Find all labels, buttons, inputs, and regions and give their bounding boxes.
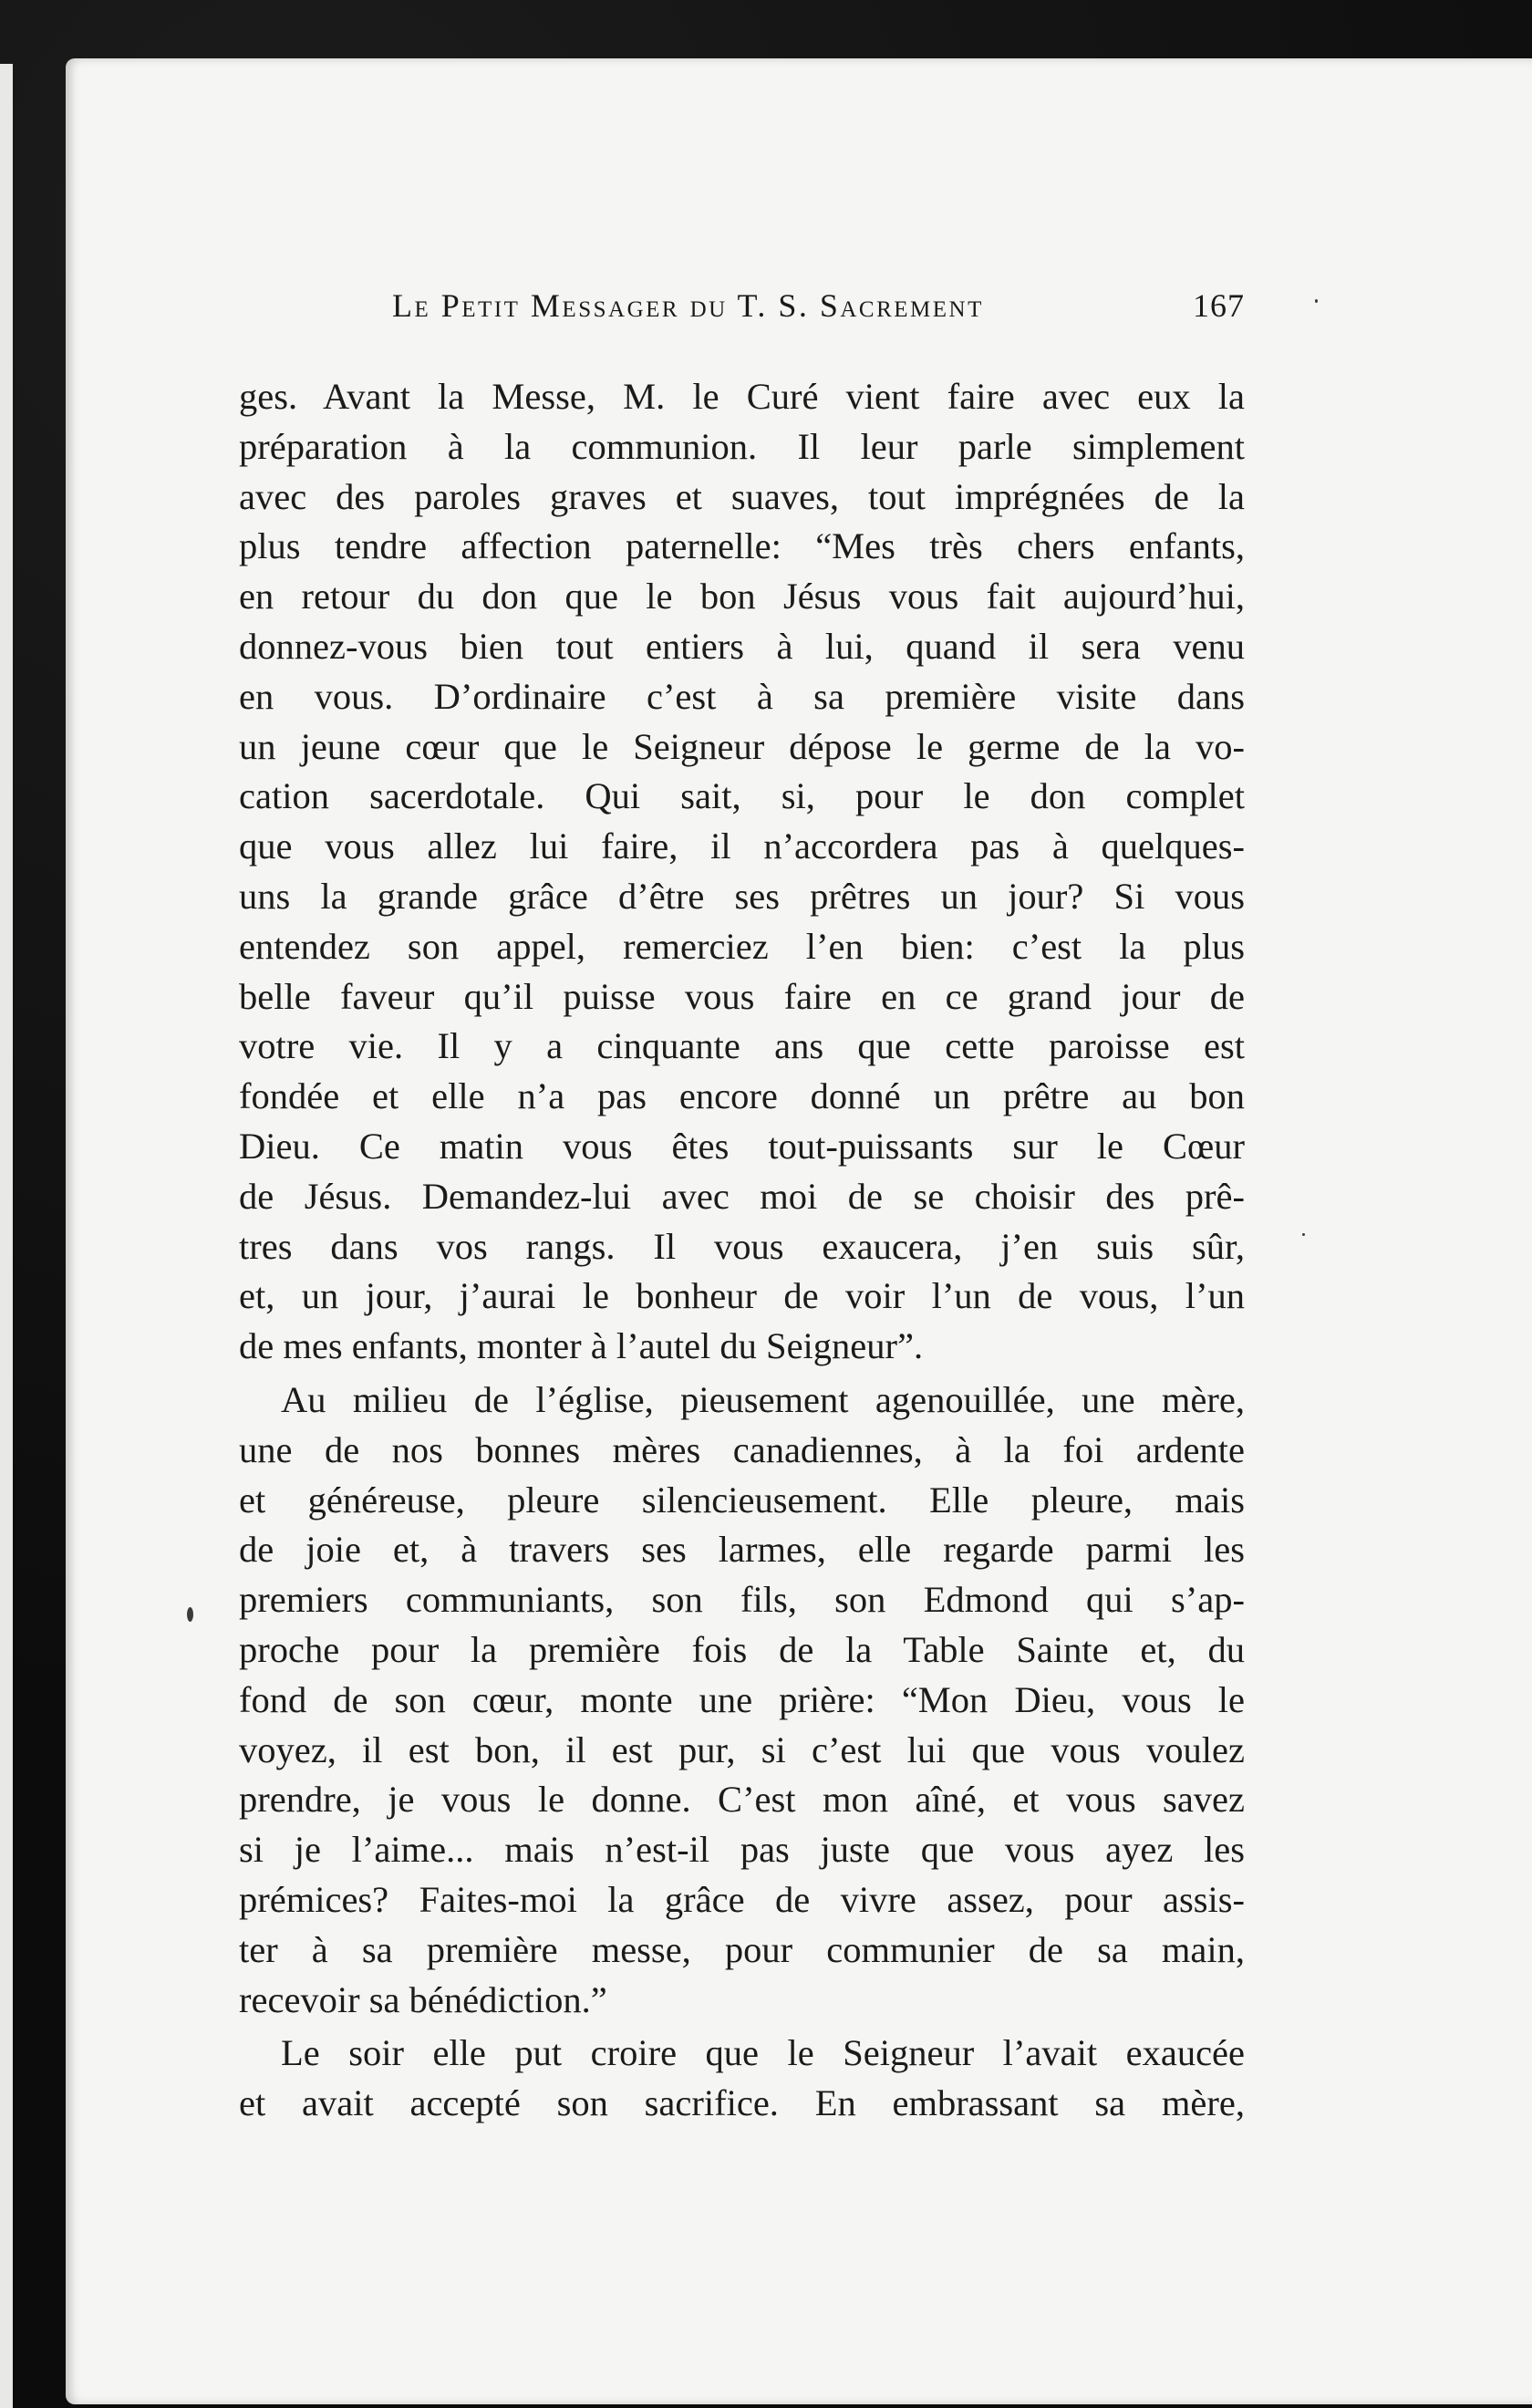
text-line: en retour du don que le bon Jésus vous fait aujourd’hui,	[239, 576, 1245, 618]
text-line: avec des paroles graves et suaves, tout imprégnées de la	[239, 475, 1245, 517]
text-line: donnez-vous bien tout entiers à lui, quand il sera venu	[239, 625, 1245, 667]
text-line: de joie et, à travers ses larmes, elle regarde parmi les	[239, 1529, 1245, 1571]
text-line: prémices? Faites-moi la grâce de vivre assez, pour assis-	[239, 1878, 1245, 1920]
text-line: de mes enfants, monter à l’autel du Seigneur”.	[239, 1325, 924, 1367]
text-line: recevoir sa bénédiction.”	[239, 1978, 607, 2020]
text-line: fond de son cœur, monte une prière: “Mon Dieu, vous le	[239, 1678, 1245, 1720]
paragraph	[239, 2029, 1245, 2129]
text-line: proche pour la première fois de la Table Sainte et, du	[239, 1628, 1245, 1670]
text-line: une de nos bonnes mères canadiennes, à la foi ardente	[239, 1428, 1245, 1470]
text-line: Dieu. Ce matin vous êtes tout-puissants sur le Cœur	[239, 1125, 1245, 1167]
text-line: tres dans vos rangs. Il vous exaucera, j’en suis sûr,	[239, 1225, 1245, 1267]
text-line: un jeune cœur que le Seigneur dépose le germe de la vo-	[239, 725, 1245, 767]
text-line: préparation à la communion. Il leur parle simplement	[239, 425, 1245, 467]
facing-page-edge	[0, 64, 13, 2408]
text-line: plus tendre affection paternelle: “Mes très chers enfants,	[239, 525, 1245, 567]
running-head	[392, 286, 1245, 341]
text-line: et, un jour, j’aurai le bonheur de voir l’un de vous, l’un	[239, 1275, 1245, 1317]
text-line: belle faveur qu’il puisse vous faire en ce grand jour de	[239, 975, 1245, 1017]
text-line: Au milieu de l’église, pieusement agenouillée, une mère,	[281, 1378, 1245, 1420]
text-line: uns la grande grâce d’être ses prêtres un jour? Si vous	[239, 875, 1245, 917]
text-line: que vous allez lui faire, il n’accordera pas à quelques-	[239, 825, 1245, 867]
text-line: ter à sa première messe, pour communier de sa main,	[239, 1928, 1245, 1970]
paragraph	[239, 372, 1245, 1372]
text-line: fondée et elle n’a pas encore donné un prêtre au bon	[239, 1075, 1245, 1117]
text-line: voyez, il est bon, il est pur, si c’est lui que vous voulez	[239, 1728, 1245, 1770]
paragraph	[239, 1375, 1245, 2025]
scan-speck	[1315, 299, 1318, 303]
page-number: 167	[1193, 287, 1245, 324]
text-line: Le soir elle put croire que le Seigneur l’avait exaucée	[281, 2032, 1245, 2074]
body-text	[239, 372, 1245, 2129]
text-line: entendez son appel, remerciez l’en bien: c’est la plus	[239, 925, 1245, 967]
text-line: si je l’aime... mais n’est-il pas juste que vous ayez les	[239, 1829, 1245, 1871]
text-line: cation sacerdotale. Qui sait, si, pour le don complet	[239, 775, 1245, 817]
running-head-title: Le Petit Messager du T. S. Sacrement	[392, 287, 984, 324]
scan-speck	[1302, 1233, 1305, 1236]
scan-speck	[187, 1607, 193, 1622]
text-line: et généreuse, pleure silencieusement. Elle pleure, mais	[239, 1479, 1245, 1521]
text-line: votre vie. Il y a cinquante ans que cette paroisse est	[239, 1025, 1245, 1067]
text-line: ges. Avant la Messe, M. le Curé vient faire avec eux la	[239, 376, 1245, 417]
text-line: et avait accepté son sacrifice. En embrassant sa mère,	[239, 2082, 1245, 2124]
text-line: prendre, je vous le donne. C’est mon aîné, et vous savez	[239, 1779, 1245, 1821]
text-line: de Jésus. Demandez-lui avec moi de se choisir des prê-	[239, 1175, 1245, 1217]
text-line: en vous. D’ordinaire c’est à sa première visite dans	[239, 675, 1245, 717]
text-line: premiers communiants, son fils, son Edmond qui s’ap-	[239, 1579, 1245, 1621]
